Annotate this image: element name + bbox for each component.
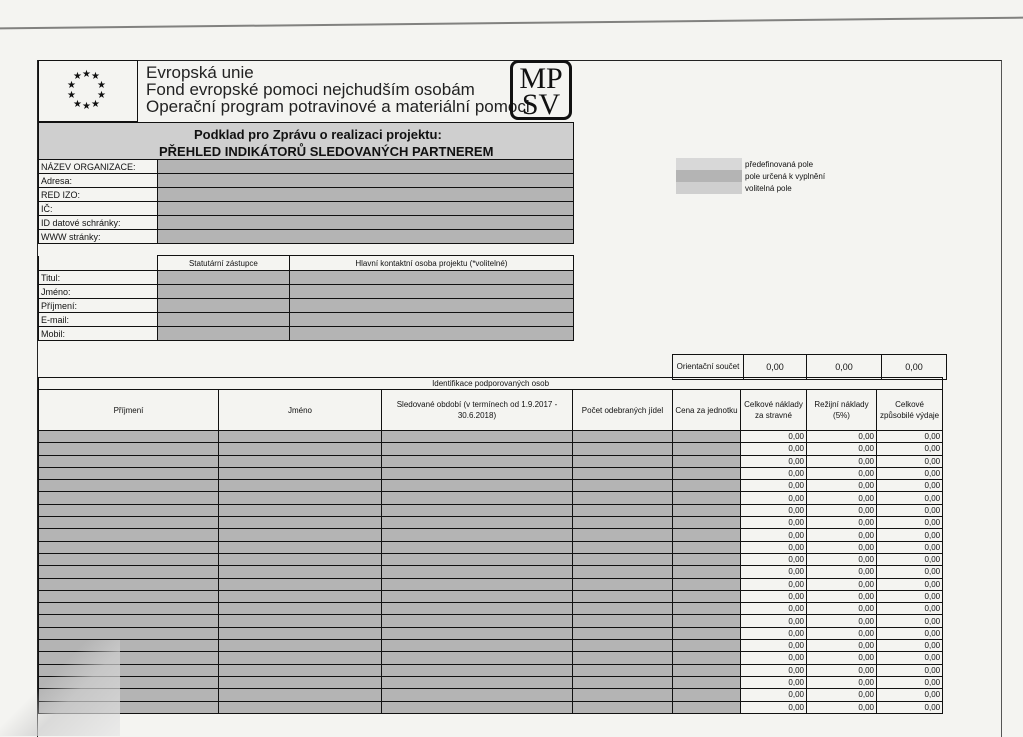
svg-text:★: ★ xyxy=(97,80,106,91)
org-field-label: IČ: xyxy=(39,202,158,216)
computed-value: 0,00 xyxy=(877,504,943,516)
person-input-cell[interactable] xyxy=(673,615,741,627)
computed-value: 0,00 xyxy=(877,590,943,602)
contact-row xyxy=(39,327,574,341)
computed-value: 0,00 xyxy=(807,664,877,676)
person-input-cell[interactable] xyxy=(673,443,741,455)
computed-value: 0,00 xyxy=(877,701,943,713)
person-input-cell[interactable] xyxy=(39,615,219,627)
table-row xyxy=(39,467,943,479)
person-input-cell[interactable] xyxy=(382,578,573,590)
computed-value: 0,00 xyxy=(807,517,877,529)
computed-value: 0,00 xyxy=(741,529,807,541)
person-input-cell[interactable] xyxy=(673,566,741,578)
person-input-cell[interactable] xyxy=(219,443,382,455)
person-input-cell[interactable] xyxy=(219,652,382,664)
contact-corner xyxy=(39,256,158,271)
person-input-cell[interactable] xyxy=(219,590,382,602)
table-row xyxy=(39,492,943,504)
svg-text:★: ★ xyxy=(73,99,82,110)
column-header: Režijní náklady (5%) xyxy=(807,390,877,431)
computed-value: 0,00 xyxy=(741,443,807,455)
person-input-cell[interactable] xyxy=(39,517,219,529)
person-input-cell[interactable] xyxy=(673,689,741,701)
svg-text:★: ★ xyxy=(97,90,106,101)
computed-value: 0,00 xyxy=(807,566,877,578)
computed-value: 0,00 xyxy=(807,701,877,713)
contact-field-label: Mobil: xyxy=(39,327,158,341)
table-row xyxy=(39,627,943,639)
computed-value: 0,00 xyxy=(877,492,943,504)
person-input-cell[interactable] xyxy=(382,529,573,541)
org-row xyxy=(39,230,574,244)
svg-text:★: ★ xyxy=(82,69,91,80)
computed-value: 0,00 xyxy=(877,541,943,553)
table-row xyxy=(39,640,943,652)
computed-value: 0,00 xyxy=(807,443,877,455)
computed-value: 0,00 xyxy=(807,689,877,701)
person-input-cell[interactable] xyxy=(219,467,382,479)
contact-person-input[interactable] xyxy=(289,313,573,327)
person-input-cell[interactable] xyxy=(219,541,382,553)
computed-value: 0,00 xyxy=(807,492,877,504)
person-input-cell[interactable] xyxy=(219,701,382,713)
person-input-cell[interactable] xyxy=(382,566,573,578)
person-input-cell[interactable] xyxy=(219,578,382,590)
person-input-cell[interactable] xyxy=(673,652,741,664)
persons-table xyxy=(38,377,943,714)
computed-value: 0,00 xyxy=(741,664,807,676)
person-input-cell[interactable] xyxy=(382,676,573,688)
computed-value: 0,00 xyxy=(741,701,807,713)
person-input-cell[interactable] xyxy=(673,603,741,615)
table-row xyxy=(39,676,943,688)
person-input-cell[interactable] xyxy=(573,517,673,529)
contact-row xyxy=(39,313,574,327)
column-header: Sledované období (v termínech od 1.9.2017 - 30.6.2018) xyxy=(382,390,573,431)
person-input-cell[interactable] xyxy=(382,640,573,652)
person-input-cell[interactable] xyxy=(573,676,673,688)
legend-label: předefinovaná pole xyxy=(745,159,814,169)
person-input-cell[interactable] xyxy=(219,615,382,627)
person-input-cell[interactable] xyxy=(673,431,741,443)
report-title: Podklad pro Zprávu o realizaci projektu: xyxy=(194,127,442,142)
computed-value: 0,00 xyxy=(741,578,807,590)
person-input-cell[interactable] xyxy=(219,455,382,467)
person-input-cell[interactable] xyxy=(673,455,741,467)
contact-row xyxy=(39,285,574,299)
computed-value: 0,00 xyxy=(877,529,943,541)
person-input-cell[interactable] xyxy=(382,664,573,676)
person-input-cell[interactable] xyxy=(39,443,219,455)
person-input-cell[interactable] xyxy=(673,517,741,529)
computed-value: 0,00 xyxy=(741,590,807,602)
person-input-cell[interactable] xyxy=(219,480,382,492)
computed-value: 0,00 xyxy=(877,455,943,467)
mpsv-top: MP xyxy=(519,62,563,95)
svg-text:★: ★ xyxy=(67,90,76,101)
table-row xyxy=(39,566,943,578)
person-input-cell[interactable] xyxy=(39,541,219,553)
person-input-cell[interactable] xyxy=(673,504,741,516)
person-input-cell[interactable] xyxy=(573,566,673,578)
contact-person-input[interactable] xyxy=(289,327,573,341)
person-input-cell[interactable] xyxy=(219,627,382,639)
person-input-cell[interactable] xyxy=(673,553,741,565)
contact-table xyxy=(38,255,574,341)
computed-value: 0,00 xyxy=(877,664,943,676)
contact-field-label: Příjmení: xyxy=(39,299,158,313)
person-input-cell[interactable] xyxy=(382,455,573,467)
computed-value: 0,00 xyxy=(877,517,943,529)
statutory-input[interactable] xyxy=(158,271,290,285)
contact-field-label: E-mail: xyxy=(39,313,158,327)
column-header: Celkové způsobilé výdaje xyxy=(877,390,943,431)
col-statutory: Statutární zástupce xyxy=(158,256,290,271)
table-row xyxy=(39,504,943,516)
person-input-cell[interactable] xyxy=(39,480,219,492)
contact-person-input[interactable] xyxy=(289,285,573,299)
computed-value: 0,00 xyxy=(741,566,807,578)
computed-value: 0,00 xyxy=(741,689,807,701)
computed-value: 0,00 xyxy=(807,590,877,602)
computed-value: 0,00 xyxy=(807,640,877,652)
statutory-input[interactable] xyxy=(158,327,290,341)
person-input-cell[interactable] xyxy=(219,676,382,688)
computed-value: 0,00 xyxy=(877,676,943,688)
person-input-cell[interactable] xyxy=(382,627,573,639)
person-input-cell[interactable] xyxy=(219,431,382,443)
org-field-input[interactable] xyxy=(158,160,574,174)
column-header: Příjmení xyxy=(39,390,219,431)
computed-value: 0,00 xyxy=(807,529,877,541)
computed-value: 0,00 xyxy=(807,615,877,627)
computed-value: 0,00 xyxy=(741,553,807,565)
computed-value: 0,00 xyxy=(877,553,943,565)
table-row xyxy=(39,517,943,529)
computed-value: 0,00 xyxy=(807,627,877,639)
person-input-cell[interactable] xyxy=(573,529,673,541)
svg-text:★: ★ xyxy=(73,71,82,82)
person-input-cell[interactable] xyxy=(573,504,673,516)
person-input-cell[interactable] xyxy=(573,640,673,652)
summary-value: 0,00 xyxy=(882,355,947,380)
summary-label: Orientační součet xyxy=(673,355,744,380)
org-row xyxy=(39,174,574,188)
report-subtitle: PŘEHLED INDIKÁTORŮ SLEDOVANÝCH PARTNEREM xyxy=(159,144,494,159)
person-input-cell[interactable] xyxy=(382,541,573,553)
person-input-cell[interactable] xyxy=(673,492,741,504)
person-input-cell[interactable] xyxy=(573,664,673,676)
computed-value: 0,00 xyxy=(741,615,807,627)
eu-line: Fond evropské pomoci nejchudším osobám xyxy=(146,80,475,99)
computed-value: 0,00 xyxy=(741,504,807,516)
svg-text:★: ★ xyxy=(82,101,91,112)
person-input-cell[interactable] xyxy=(219,603,382,615)
mpsv-bottom: SV xyxy=(521,88,561,121)
computed-value: 0,00 xyxy=(807,578,877,590)
legend-swatch-optional xyxy=(676,182,742,194)
computed-value: 0,00 xyxy=(807,603,877,615)
column-header: Cena za jednotku xyxy=(673,390,741,431)
column-header: Celkové náklady za stravné xyxy=(741,390,807,431)
contact-field-label: Jméno: xyxy=(39,285,158,299)
eu-program-text xyxy=(146,64,530,115)
person-input-cell[interactable] xyxy=(673,590,741,602)
person-input-cell[interactable] xyxy=(573,492,673,504)
ident-header: Identifikace podporovaných osob xyxy=(39,378,943,390)
table-row xyxy=(39,431,943,443)
table-row xyxy=(39,590,943,602)
org-field-input[interactable] xyxy=(158,230,574,244)
person-input-cell[interactable] xyxy=(573,431,673,443)
computed-value: 0,00 xyxy=(741,480,807,492)
person-input-cell[interactable] xyxy=(382,467,573,479)
svg-text:★: ★ xyxy=(67,80,76,91)
computed-value: 0,00 xyxy=(877,640,943,652)
computed-value: 0,00 xyxy=(877,431,943,443)
person-input-cell[interactable] xyxy=(39,431,219,443)
org-field-label: RED IZO: xyxy=(39,188,158,202)
person-input-cell[interactable] xyxy=(382,701,573,713)
person-input-cell[interactable] xyxy=(382,517,573,529)
computed-value: 0,00 xyxy=(807,652,877,664)
computed-value: 0,00 xyxy=(877,615,943,627)
table-row xyxy=(39,664,943,676)
person-input-cell[interactable] xyxy=(573,627,673,639)
svg-text:★: ★ xyxy=(91,71,100,82)
org-row xyxy=(39,160,574,174)
person-input-cell[interactable] xyxy=(39,492,219,504)
org-row xyxy=(39,216,574,230)
person-input-cell[interactable] xyxy=(673,676,741,688)
person-input-cell[interactable] xyxy=(219,517,382,529)
computed-value: 0,00 xyxy=(807,541,877,553)
statutory-input[interactable] xyxy=(158,285,290,299)
computed-value: 0,00 xyxy=(877,627,943,639)
org-field-label: ID datové schránky: xyxy=(39,216,158,230)
table-row xyxy=(39,529,943,541)
person-input-cell[interactable] xyxy=(673,701,741,713)
legend-swatch-fill xyxy=(676,170,742,182)
person-input-cell[interactable] xyxy=(39,467,219,479)
legend-label: volitelná pole xyxy=(745,183,792,193)
eu-line: Operační program potravinové a materiální pomoci xyxy=(146,97,530,116)
contact-field-label: Titul: xyxy=(39,271,158,285)
computed-value: 0,00 xyxy=(741,603,807,615)
person-input-cell[interactable] xyxy=(673,541,741,553)
col-contact-person: Hlavní kontaktní osoba projektu (*volitelné) xyxy=(289,256,573,271)
computed-value: 0,00 xyxy=(807,467,877,479)
org-field-input[interactable] xyxy=(158,174,574,188)
statutory-input[interactable] xyxy=(158,313,290,327)
computed-value: 0,00 xyxy=(741,467,807,479)
person-input-cell[interactable] xyxy=(39,455,219,467)
computed-value: 0,00 xyxy=(741,640,807,652)
contact-row xyxy=(39,299,574,313)
table-row xyxy=(39,455,943,467)
computed-value: 0,00 xyxy=(877,467,943,479)
scan-edge xyxy=(0,17,1023,42)
person-input-cell[interactable] xyxy=(219,640,382,652)
person-input-cell[interactable] xyxy=(382,492,573,504)
person-input-cell[interactable] xyxy=(673,480,741,492)
person-input-cell[interactable] xyxy=(219,689,382,701)
person-input-cell[interactable] xyxy=(573,480,673,492)
person-input-cell[interactable] xyxy=(573,578,673,590)
contact-person-input[interactable] xyxy=(289,271,573,285)
table-row xyxy=(39,578,943,590)
person-input-cell[interactable] xyxy=(39,590,219,602)
computed-value: 0,00 xyxy=(877,566,943,578)
person-input-cell[interactable] xyxy=(382,652,573,664)
computed-value: 0,00 xyxy=(877,578,943,590)
org-field-input[interactable] xyxy=(158,188,574,202)
person-input-cell[interactable] xyxy=(573,603,673,615)
person-input-cell[interactable] xyxy=(39,578,219,590)
org-field-label: WWW stránky: xyxy=(39,230,158,244)
svg-text:★: ★ xyxy=(91,99,100,110)
table-row xyxy=(39,443,943,455)
computed-value: 0,00 xyxy=(877,603,943,615)
report-title-box xyxy=(38,122,574,160)
computed-value: 0,00 xyxy=(877,689,943,701)
person-input-cell[interactable] xyxy=(39,529,219,541)
computed-value: 0,00 xyxy=(741,541,807,553)
computed-value: 0,00 xyxy=(807,553,877,565)
computed-value: 0,00 xyxy=(877,443,943,455)
eu-line: Evropská unie xyxy=(146,63,254,82)
contact-row xyxy=(39,271,574,285)
person-input-cell[interactable] xyxy=(219,529,382,541)
org-row xyxy=(39,202,574,216)
computed-value: 0,00 xyxy=(741,517,807,529)
person-input-cell[interactable] xyxy=(382,443,573,455)
person-input-cell[interactable] xyxy=(382,603,573,615)
computed-value: 0,00 xyxy=(741,676,807,688)
legend-label: pole určená k vyplnění xyxy=(745,171,826,181)
person-input-cell[interactable] xyxy=(573,541,673,553)
computed-value: 0,00 xyxy=(807,480,877,492)
person-input-cell[interactable] xyxy=(39,504,219,516)
person-input-cell[interactable] xyxy=(39,627,219,639)
summary-value: 0,00 xyxy=(807,355,882,380)
person-input-cell[interactable] xyxy=(573,689,673,701)
computed-value: 0,00 xyxy=(807,676,877,688)
org-field-label: NÁZEV ORGANIZACE: xyxy=(39,160,158,174)
summary-value: 0,00 xyxy=(744,355,807,380)
person-input-cell[interactable] xyxy=(573,701,673,713)
org-field-input[interactable] xyxy=(158,202,574,216)
person-input-cell[interactable] xyxy=(573,443,673,455)
person-input-cell[interactable] xyxy=(573,455,673,467)
computed-value: 0,00 xyxy=(807,455,877,467)
contact-person-input[interactable] xyxy=(289,299,573,313)
scan-shadow xyxy=(0,640,120,736)
person-input-cell[interactable] xyxy=(382,480,573,492)
org-row xyxy=(39,188,574,202)
mpsv-logo xyxy=(510,60,572,120)
legend-swatch-predefined xyxy=(676,158,742,170)
computed-value: 0,00 xyxy=(807,504,877,516)
computed-value: 0,00 xyxy=(741,455,807,467)
computed-value: 0,00 xyxy=(877,480,943,492)
org-field-label: Adresa: xyxy=(39,174,158,188)
person-input-cell[interactable] xyxy=(573,590,673,602)
computed-value: 0,00 xyxy=(741,652,807,664)
person-input-cell[interactable] xyxy=(382,553,573,565)
person-input-cell[interactable] xyxy=(573,553,673,565)
person-input-cell[interactable] xyxy=(573,615,673,627)
person-input-cell[interactable] xyxy=(382,504,573,516)
statutory-input[interactable] xyxy=(158,299,290,313)
person-input-cell[interactable] xyxy=(39,553,219,565)
table-row xyxy=(39,553,943,565)
computed-value: 0,00 xyxy=(741,492,807,504)
person-input-cell[interactable] xyxy=(673,467,741,479)
person-input-cell[interactable] xyxy=(673,627,741,639)
table-row xyxy=(39,541,943,553)
person-input-cell[interactable] xyxy=(673,664,741,676)
org-field-input[interactable] xyxy=(158,216,574,230)
table-row xyxy=(39,615,943,627)
person-input-cell[interactable] xyxy=(573,652,673,664)
person-input-cell[interactable] xyxy=(382,689,573,701)
person-input-cell[interactable] xyxy=(219,504,382,516)
computed-value: 0,00 xyxy=(741,627,807,639)
person-input-cell[interactable] xyxy=(673,578,741,590)
person-input-cell[interactable] xyxy=(39,566,219,578)
table-row xyxy=(39,652,943,664)
computed-value: 0,00 xyxy=(877,652,943,664)
person-input-cell[interactable] xyxy=(39,603,219,615)
person-input-cell[interactable] xyxy=(673,529,741,541)
person-input-cell[interactable] xyxy=(219,566,382,578)
person-input-cell[interactable] xyxy=(219,664,382,676)
computed-value: 0,00 xyxy=(807,431,877,443)
person-input-cell[interactable] xyxy=(382,431,573,443)
table-row xyxy=(39,603,943,615)
table-row xyxy=(39,480,943,492)
legend xyxy=(676,158,825,194)
person-input-cell[interactable] xyxy=(382,590,573,602)
person-input-cell[interactable] xyxy=(219,553,382,565)
person-input-cell[interactable] xyxy=(673,640,741,652)
person-input-cell[interactable] xyxy=(382,615,573,627)
organization-table xyxy=(38,159,574,244)
table-row xyxy=(39,689,943,701)
table-row xyxy=(39,701,943,713)
person-input-cell[interactable] xyxy=(219,492,382,504)
eu-logo xyxy=(38,60,138,122)
computed-value: 0,00 xyxy=(741,431,807,443)
person-input-cell[interactable] xyxy=(573,467,673,479)
column-header: Jméno xyxy=(219,390,382,431)
column-header: Počet odebraných jídel xyxy=(573,390,673,431)
